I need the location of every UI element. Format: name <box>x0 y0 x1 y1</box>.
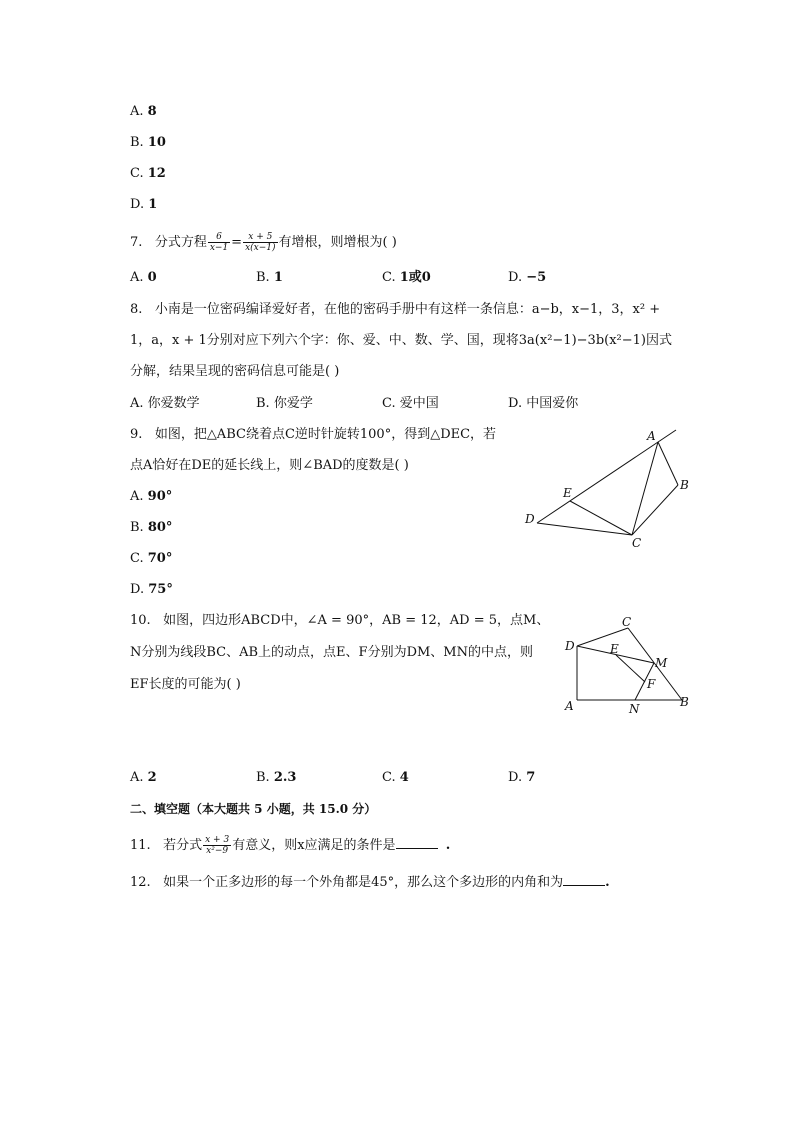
label-d: D <box>525 512 535 526</box>
answer-blank[interactable] <box>563 872 605 886</box>
q7-option-a: A. 0 <box>130 270 157 285</box>
label-c: C <box>622 615 632 629</box>
section-2-title: 二、填空题（本大题共 5 小题，共 15.0 分） <box>130 802 377 816</box>
label-d: D <box>565 639 575 653</box>
fraction: $\frac{6}{x-1}$ <box>209 232 229 253</box>
label-n: N <box>629 702 640 716</box>
q6-option-a: A. 8 <box>130 104 157 119</box>
question-7: 7. 分式方程 $\frac{6}{x-1}$ = $\frac{x + 5}{x(x-1)}$ 有增根，则增根为( ) <box>130 232 397 253</box>
segment-a-b <box>658 442 678 485</box>
segment-d-c <box>537 523 632 535</box>
question-8-line-2: 1，a，x + 1分别对应下列六个字：你、爱、中、数、学、国，现将3a(x²−1)−3b(x²−1)因式 <box>130 333 672 348</box>
question-10-line-2: N分别为线段BC、AB上的动点，点E、F分别为DM、MN的中点，则 <box>130 645 533 660</box>
q7-option-d: D. −5 <box>508 270 547 285</box>
fraction: $\frac{x + 5}{x(x-1)}$ <box>245 232 276 253</box>
q8-option-d: D. 中国爱你 <box>508 396 579 411</box>
q7-option-b: B. 1 <box>256 270 283 285</box>
segment-d-a-extended <box>537 430 676 523</box>
label-c: C <box>632 536 642 550</box>
label-m: M <box>655 656 668 670</box>
label-b: B <box>680 695 689 709</box>
label-f: F <box>647 677 656 691</box>
label-b: B <box>680 478 689 492</box>
q9-figure <box>520 425 690 555</box>
question-12: 12. 如果一个正多边形的每一个外角都是45°，那么这个多边形的内角和为 . <box>130 872 610 892</box>
q10-figure <box>560 612 700 717</box>
q6-option-b: B. 10 <box>130 135 166 150</box>
segment-e-f <box>616 655 645 682</box>
label-e: E <box>610 642 619 656</box>
q8-option-c: C. 爱中国 <box>382 396 439 411</box>
q9-option-d: D. 75° <box>130 582 173 597</box>
q10-option-d: D. 7 <box>508 770 536 785</box>
q6-option-d: D. 1 <box>130 197 158 212</box>
q10-option-a: A. 2 <box>130 770 157 785</box>
q9-option-b: B. 80° <box>130 520 173 535</box>
q8-option-b: B. 你爱学 <box>256 396 313 411</box>
q9-option-a: A. 90° <box>130 489 173 504</box>
q8-option-a: A. 你爱数学 <box>130 396 200 411</box>
question-11: 11. 若分式 $\frac{x + 3}{\text{x²−9}}$ 有意义，则x应满足的条件是 . <box>130 835 451 856</box>
q10-option-c: C. 4 <box>382 770 409 785</box>
question-8-line-1: 8. 小南是一位密码编译爱好者，在他的密码手册中有这样一条信息：a−b，x−1，3，x² + <box>130 302 661 317</box>
segment-d-c <box>577 628 628 646</box>
label-a: A <box>565 699 574 713</box>
answer-blank[interactable] <box>396 835 438 849</box>
question-9-line-2: 点A恰好在DE的延长线上，则∠BAD的度数是( ) <box>130 458 409 473</box>
question-8-line-3: 分解，结果呈现的密码信息可能是( ) <box>130 364 340 379</box>
q6-option-c: C. 12 <box>130 166 166 181</box>
question-9-line-1: 9. 如图，把△ABC绕着点C逆时针旋转100°，得到△DEC，若 <box>130 427 497 442</box>
segment-e-c <box>570 501 632 535</box>
question-10-line-3: EF长度的可能为( ) <box>130 677 241 692</box>
label-a: A <box>647 429 656 443</box>
q7-option-c: C. 1或0 <box>382 270 431 285</box>
fraction: $\frac{x + 3}{\text{x²−9}}$ <box>205 835 230 856</box>
q9-option-c: C. 70° <box>130 551 173 566</box>
label-e: E <box>563 486 572 500</box>
question-10-line-1: 10. 如图，四边形ABCD中，∠A = 90°，AB = 12，AD = 5，点M、 <box>130 613 550 628</box>
q10-option-b: B. 2.3 <box>256 770 297 785</box>
